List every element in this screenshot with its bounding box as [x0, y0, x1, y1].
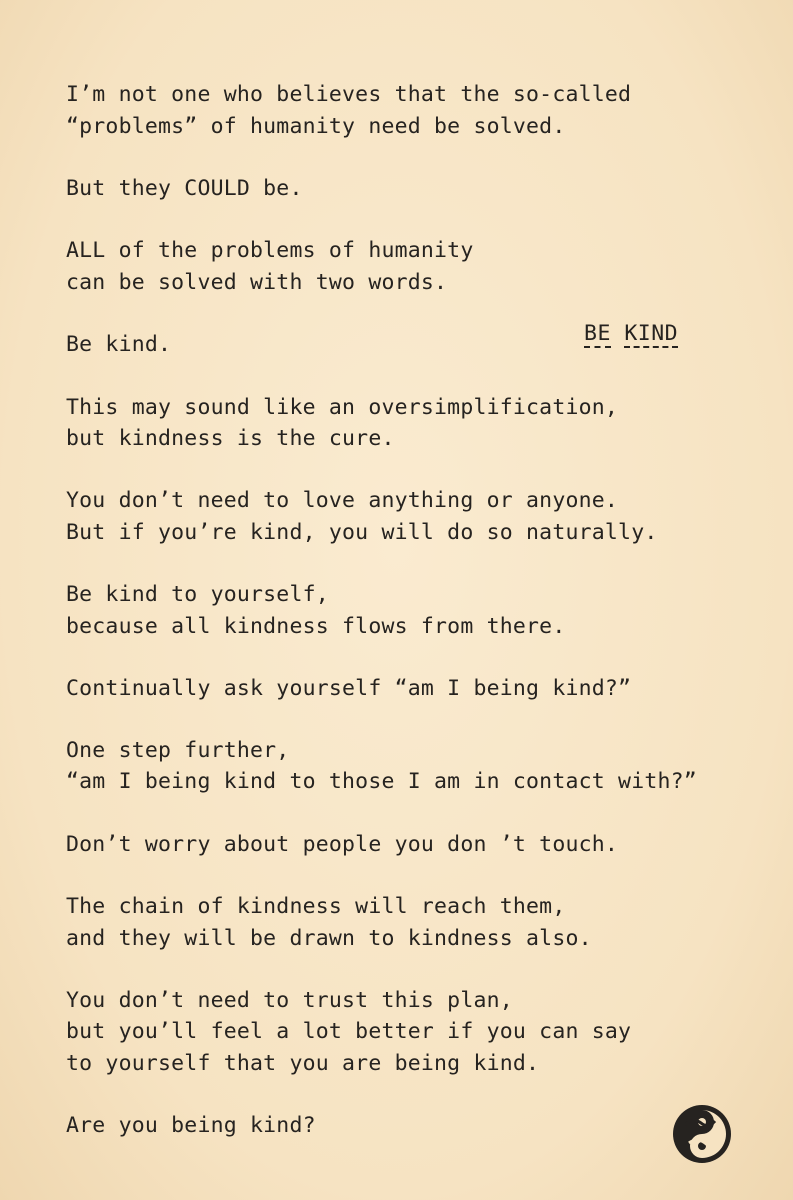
stamp-word: KIND [624, 321, 679, 346]
text-line: Continually ask yourself “am I being kind?” [66, 676, 632, 701]
text-line: “am I being kind to those I am in contact with?” [66, 769, 697, 794]
text-line: Be kind. [66, 332, 172, 357]
text-line: Are you being kind? [66, 1113, 316, 1138]
text-line: But if you’re kind, you will do so naturally. [66, 520, 658, 545]
stamp-word: BE [584, 321, 611, 346]
text-line: but kindness is the cure. [66, 426, 395, 451]
text-line: and they will be drawn to kindness also. [66, 926, 592, 951]
be-kind-underlined-heading [584, 323, 678, 348]
text-line: Be kind to yourself, [66, 582, 329, 607]
yin-yang-emblem-icon [671, 1103, 733, 1165]
text-line: This may sound like an oversimplification, [66, 395, 619, 420]
text-line: but you’ll feel a lot better if you can say [66, 1019, 632, 1044]
text-line: But they COULD be. [66, 176, 303, 201]
text-line: to yourself that you are being kind. [66, 1051, 540, 1076]
text-line: because all kindness flows from there. [66, 614, 566, 639]
text-line: Don’t worry about people you don ’t touch. [66, 832, 619, 857]
text-line: The chain of kindness will reach them, [66, 894, 566, 919]
text-line: You don’t need to love anything or anyone. [66, 488, 619, 513]
text-line: “problems” of humanity need be solved. [66, 114, 566, 139]
text-line: I’m not one who believes that the so-called [66, 82, 632, 107]
text-line: ALL of the problems of humanity [66, 238, 474, 263]
text-line: One step further, [66, 738, 290, 763]
text-line: You don’t need to trust this plan, [66, 988, 513, 1013]
text-line: can be solved with two words. [66, 270, 448, 295]
